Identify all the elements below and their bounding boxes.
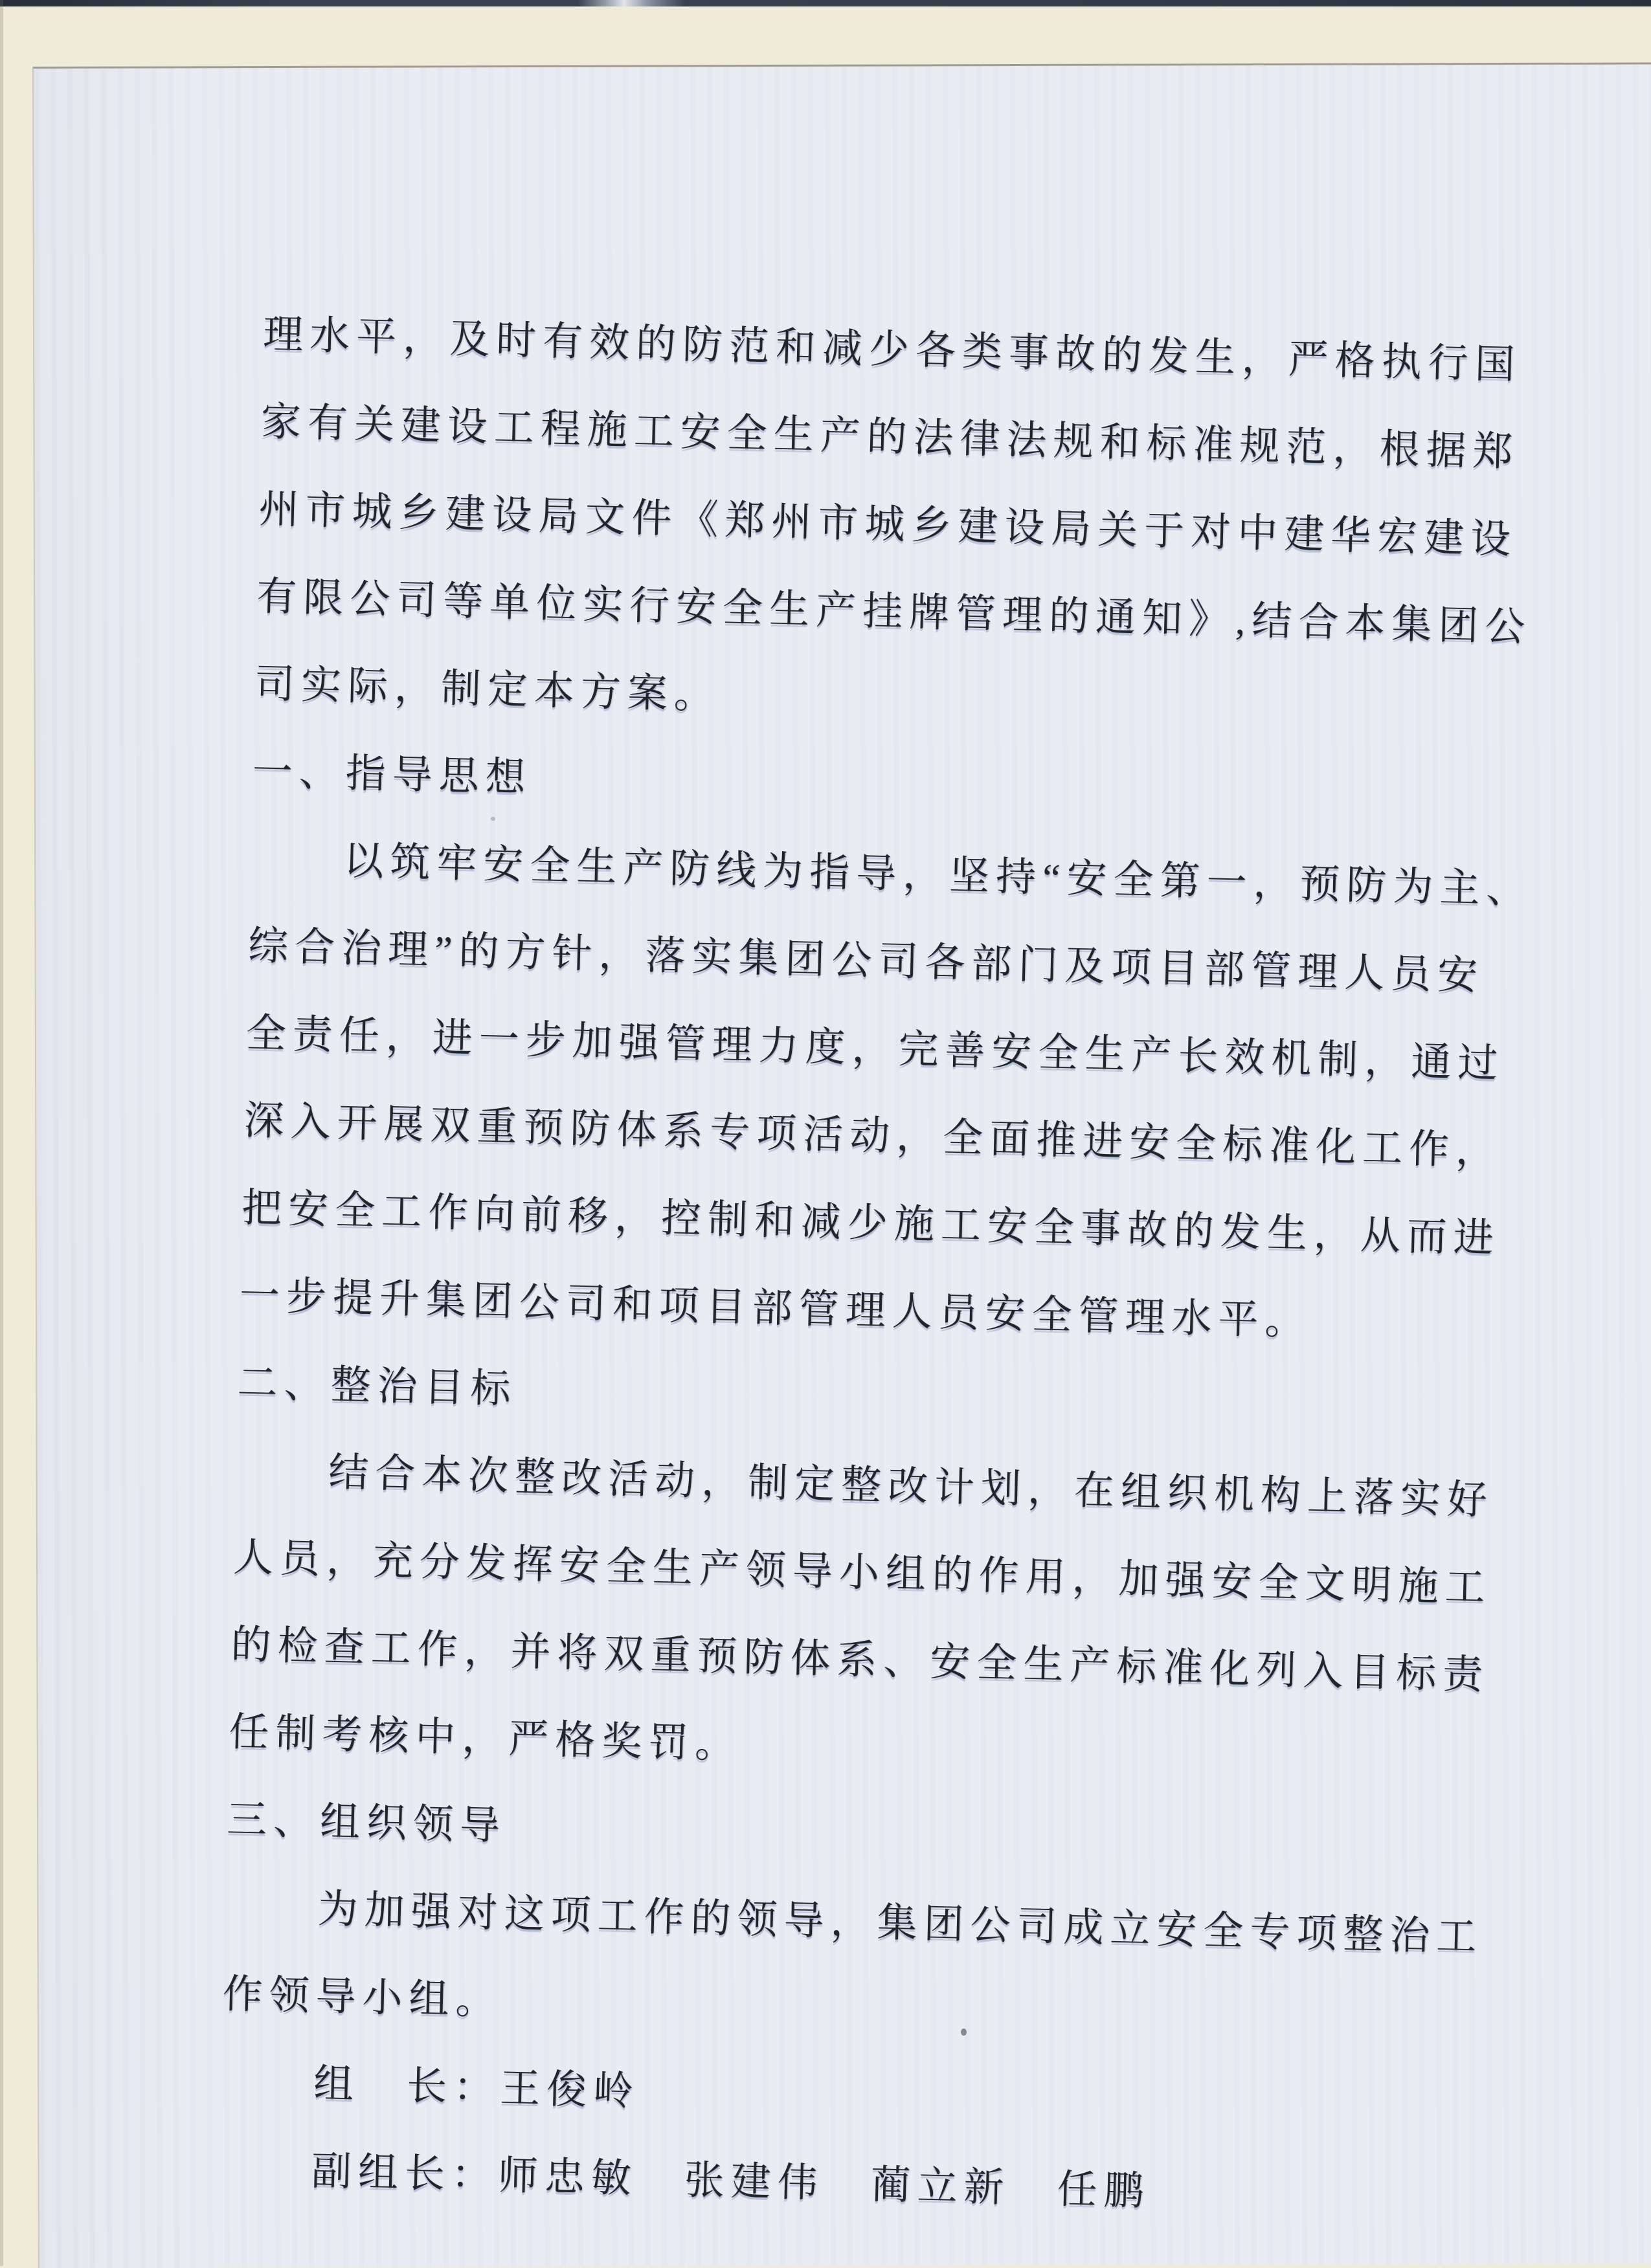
scanner-top-edge-strip [0,0,1651,6]
text-line: 州市城乡建设局文件《郑州市城乡建设局关于对中建华宏建设 [258,487,1518,562]
section-heading: 三、组织领导 [226,1797,507,1849]
text-line: 一步提升集团公司和项目部管理人员安全管理水平。 [239,1273,1312,1344]
text-line: 深入开展双重预防体系专项活动，全面推进安全标准化工作， [243,1098,1503,1174]
deputy-leaders-line: 副组长：师忠敏 张建伟 蔺立新 任鹏 [311,2149,1151,2214]
document-text-block [217,291,1558,2245]
text-line: 理水平，及时有效的防范和减少各类事故的发生，严格执行国 [262,313,1522,388]
leader-line: 组 长：王俊岭 [313,2062,640,2115]
section-heading: 一、指导思想 [251,749,533,801]
section-heading: 二、整治目标 [236,1361,518,1412]
text-line: 作领导小组。 [221,1972,503,2023]
text-line: 把安全工作向前移，控制和减少施工安全事故的发生，从而进 [241,1186,1501,1262]
text-line: 有限公司等单位实行安全生产挂牌管理的通知》,结合本集团公 [256,574,1533,650]
text-line: 任制考核中，严格奖罚。 [228,1710,743,1767]
text-line: 以筑牢安全生产防线为指导，坚持“安全第一，预防为主、 [343,839,1534,913]
scanner-left-edge-line [0,0,3,2266]
text-line: 综合治理”的方针，落实集团公司各部门及项目部管理人员安 [247,924,1485,999]
text-line: 人员，充分发挥安全生产领导小组的作用，加强安全文明施工 [232,1535,1492,1610]
scan-speck [961,2029,967,2036]
scan-speck [491,817,495,821]
text-line: 结合本次整改活动，制定整改计划，在组织机构上落实好 [328,1451,1494,1524]
paper-sheet [32,62,1651,2268]
text-line: 家有关建设工程施工安全生产的法律法规和标准规范，根据郑 [260,400,1520,475]
text-line: 司实际，制定本方案。 [254,662,721,718]
text-line: 全责任，进一步加强管理力度，完善安全生产长效机制，通过 [245,1011,1505,1087]
text-line: 的检查工作，并将双重预防体系、安全生产标准化列入目标责 [230,1623,1490,1698]
scan-speck [1242,1568,1246,1572]
text-line: 为加强对这项工作的领导，集团公司成立安全专项整治工 [317,1887,1484,1960]
